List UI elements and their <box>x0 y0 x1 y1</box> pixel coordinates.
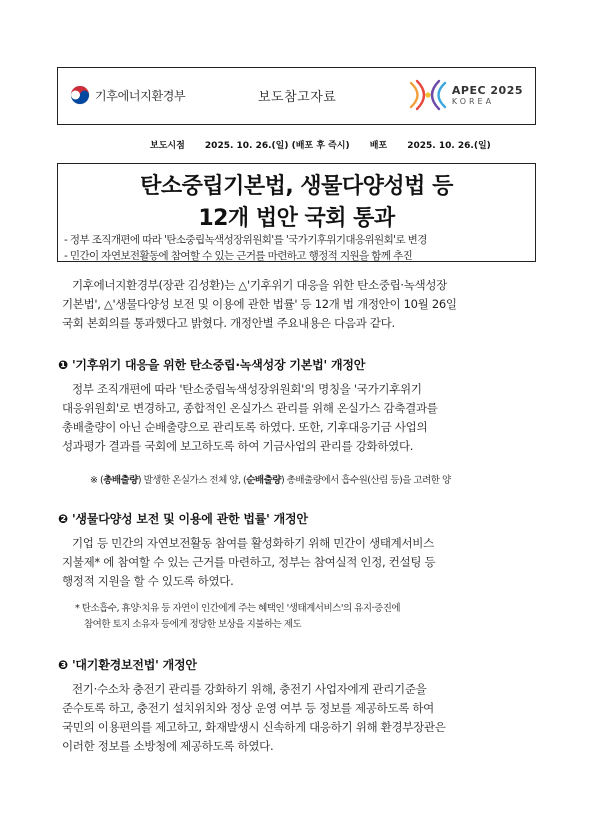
apec-subtitle: KOREA <box>451 96 495 106</box>
section-1-line: 총배출량이 아닌 순배출량으로 관리토록 하였다. 또한, 기후대응기금 사업의 <box>62 420 428 434</box>
section-3-line: 준수토록 하고, 충전기 설치위치와 정상 운영 여부 등 정보를 제공하도록 하여 <box>62 701 434 715</box>
section-2-note-line: * 탄소흡수, 휴양·치유 등 자연이 인간에게 주는 혜택인 '생태계서비스'의 유지·증진에 <box>75 603 401 614</box>
section-3-body <box>62 680 540 756</box>
section-2-line: 지불제* 에 참여할 수 있는 근거를 마련하고, 정부는 참여실적 인정, 컨설팅 등 <box>62 555 436 569</box>
note-prefix: ※ ( <box>90 475 104 486</box>
section-1-line: 대응위원회'로 변경하고, 종합적인 온실가스 관리를 위해 온실가스 감축결과를 <box>62 401 438 415</box>
section-2-note <box>75 601 400 633</box>
release-info <box>150 138 530 151</box>
subheadline-1: - 정부 조직개편에 따라 '탄소중립녹색성장위원회'를 '국가기후위기대응위원회'로 변경 <box>64 234 427 246</box>
title-box <box>57 163 536 262</box>
document-type-label: 보도참고자료 <box>258 90 337 105</box>
section-2-note-line: 참여한 토지 소유자 등에게 정당한 보상을 지불하는 제도 <box>84 619 302 630</box>
header-box <box>57 67 536 125</box>
apec-emblem-icon <box>408 78 448 112</box>
apec-logo <box>408 78 523 112</box>
note-suffix: ) 총배출량에서 흡수원(산림 등)을 고려한 양 <box>280 475 451 486</box>
taegeuk-emblem-icon <box>70 85 90 105</box>
section-2-line: 기업 등 민간의 자연보전활동 참여를 활성화하기 위해 민간이 생태계서비스 <box>72 536 434 550</box>
release-time-value: 2025. 10. 26.(일) (배포 후 즉시) <box>204 141 350 151</box>
ministry-brand <box>70 85 185 105</box>
subheadline-2: - 민간이 자연보전활동에 참여할 수 있는 근거를 마련하고 행정적 지원을 함께 추진 <box>64 250 413 262</box>
section-1-line: 성과평가 결과를 국회에 보고하도록 하여 기금사업의 관리를 강화하였다. <box>62 439 414 453</box>
distribution-label: 배포 <box>369 141 388 151</box>
section-1-body <box>62 380 540 456</box>
intro-line: 기후에너지환경부(장관 김성환)는 △'기후위기 대응을 위한 탄소중립·녹색성장 <box>72 278 447 292</box>
intro-line: 기본법', △'생물다양성 보전 및 이용에 관한 법률' 등 12개 법 개정안이 10월 26일 <box>62 297 457 311</box>
section-1-note <box>90 472 451 486</box>
section-2-line: 행정적 지원을 할 수 있도록 하였다. <box>62 574 234 588</box>
section-2-heading: ❷ '생물다양성 보전 및 이용에 관한 법률' 개정안 <box>58 512 308 526</box>
intro-paragraph <box>62 276 540 333</box>
headline-line-2: 12개 법안 국회 통과 <box>198 206 395 231</box>
section-3-heading: ❸ '대기환경보전법' 개정안 <box>58 658 197 672</box>
headline-line-1: 탄소중립기본법, 생물다양성법 등 <box>140 174 453 199</box>
section-3-line: 전기·수소차 충전기 관리를 강화하기 위해, 충전기 사업자에게 관리기준을 <box>72 682 427 696</box>
note-middle: ) 발생한 온실가스 전체 양, ( <box>137 475 247 486</box>
section-1-line: 정부 조직개편에 따라 '탄소중립녹색성장위원회'의 명칭을 '국가기후위기 <box>72 382 422 396</box>
intro-line: 국회 본회의를 통과했다고 밝혔다. 개정안별 주요내용은 다음과 같다. <box>62 316 395 330</box>
section-3-line: 국민의 이용편의를 제고하고, 화재발생시 신속하게 대응하기 위해 환경부장관은 <box>62 720 446 734</box>
distribution-value: 2025. 10. 26.(일) <box>407 141 491 151</box>
section-3-line: 이러한 정보를 소방청에 제공하도록 하였다. <box>62 739 274 753</box>
section-1-heading: ❶ '기후위기 대응을 위한 탄소중립·녹색성장 기본법' 개정안 <box>58 358 366 372</box>
ministry-name: 기후에너지환경부 <box>95 88 186 103</box>
release-time-label: 보도시점 <box>150 141 185 151</box>
note-term-gross: 총배출량 <box>103 475 138 486</box>
section-2-body <box>62 534 540 591</box>
note-term-net: 순배출량 <box>246 475 281 486</box>
apec-title: APEC 2025 <box>451 83 523 97</box>
